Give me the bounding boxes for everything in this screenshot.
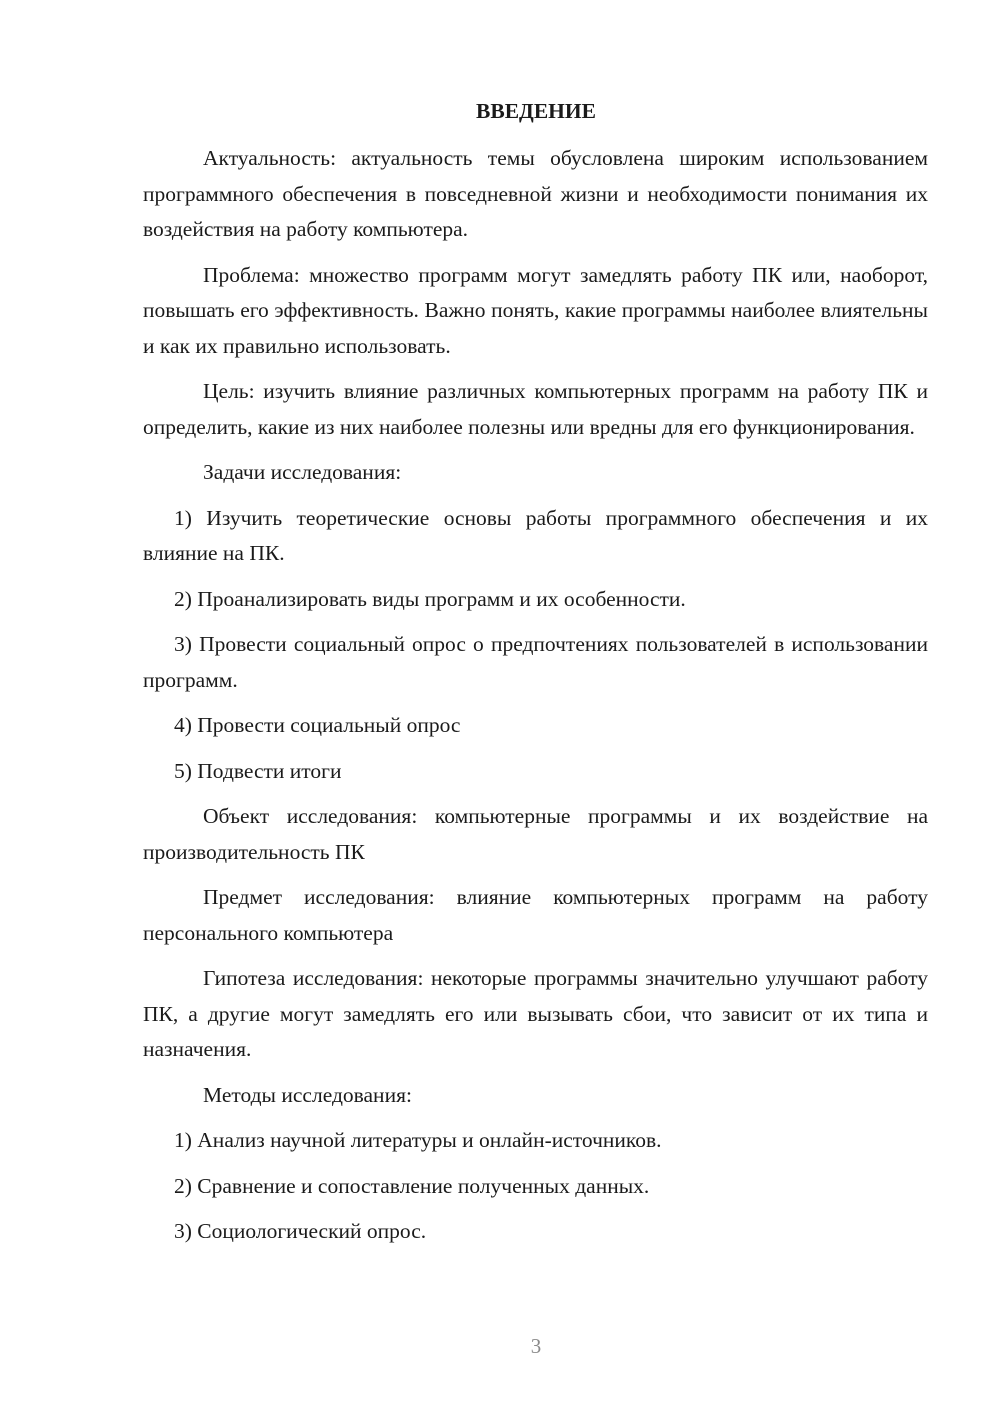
method-item-1: 1) Анализ научной литературы и онлайн-источников.	[174, 1128, 662, 1152]
goal-paragraph: Цель: изучить влияние различных компьютерных программ на работу ПК и определить, какие из них наиболее полезны или вредны для его функционирования.	[143, 379, 928, 439]
task-item-2: 2) Проанализировать виды программ и их особенности.	[174, 586, 686, 611]
task-item-1: 1) Изучить теоретические основы работы программного обеспечения и их влияние на ПК.	[143, 505, 928, 565]
task-item-4: 4) Провести социальный опрос	[174, 713, 461, 737]
problem-paragraph: Проблема: множество программ могут замедлять работу ПК или, наоборот, повышать его эффективность. Важно понять, какие программы наиболее влиятельны и как их правильно использовать.	[143, 262, 928, 358]
page-number: 3	[530, 1334, 542, 1358]
hypothesis-paragraph: Гипотеза исследования: некоторые программы значительно улучшают работу ПК, а другие могут замедлять его или вызывать сбои, что зависит от их типа и назначения.	[143, 966, 928, 1061]
method-item-3: 3) Социологический опрос.	[174, 1219, 427, 1243]
methods-heading: Методы исследования:	[203, 1082, 412, 1107]
relevance-paragraph: Актуальность: актуальность темы обусловлена широким использованием программного обеспечения в повседневной жизни и необходимости понимания их воздействия на работу компьютера.	[143, 146, 928, 241]
section-title: ВВЕДЕНИЕ	[476, 99, 596, 123]
subject-paragraph: Предмет исследования: влияние компьютерных программ на работу персонального компьютера	[143, 885, 928, 945]
task-item-5: 5) Подвести итоги	[174, 758, 342, 783]
document-body	[143, 141, 928, 1260]
method-item-2: 2) Сравнение и сопоставление полученных данных.	[174, 1173, 650, 1198]
tasks-heading: Задачи исследования:	[203, 460, 402, 484]
object-paragraph: Объект исследования: компьютерные программы и их воздействие на производительность ПК	[143, 804, 928, 864]
task-item-3: 3) Провести социальный опрос о предпочтениях пользователей в использовании программ.	[143, 632, 928, 692]
